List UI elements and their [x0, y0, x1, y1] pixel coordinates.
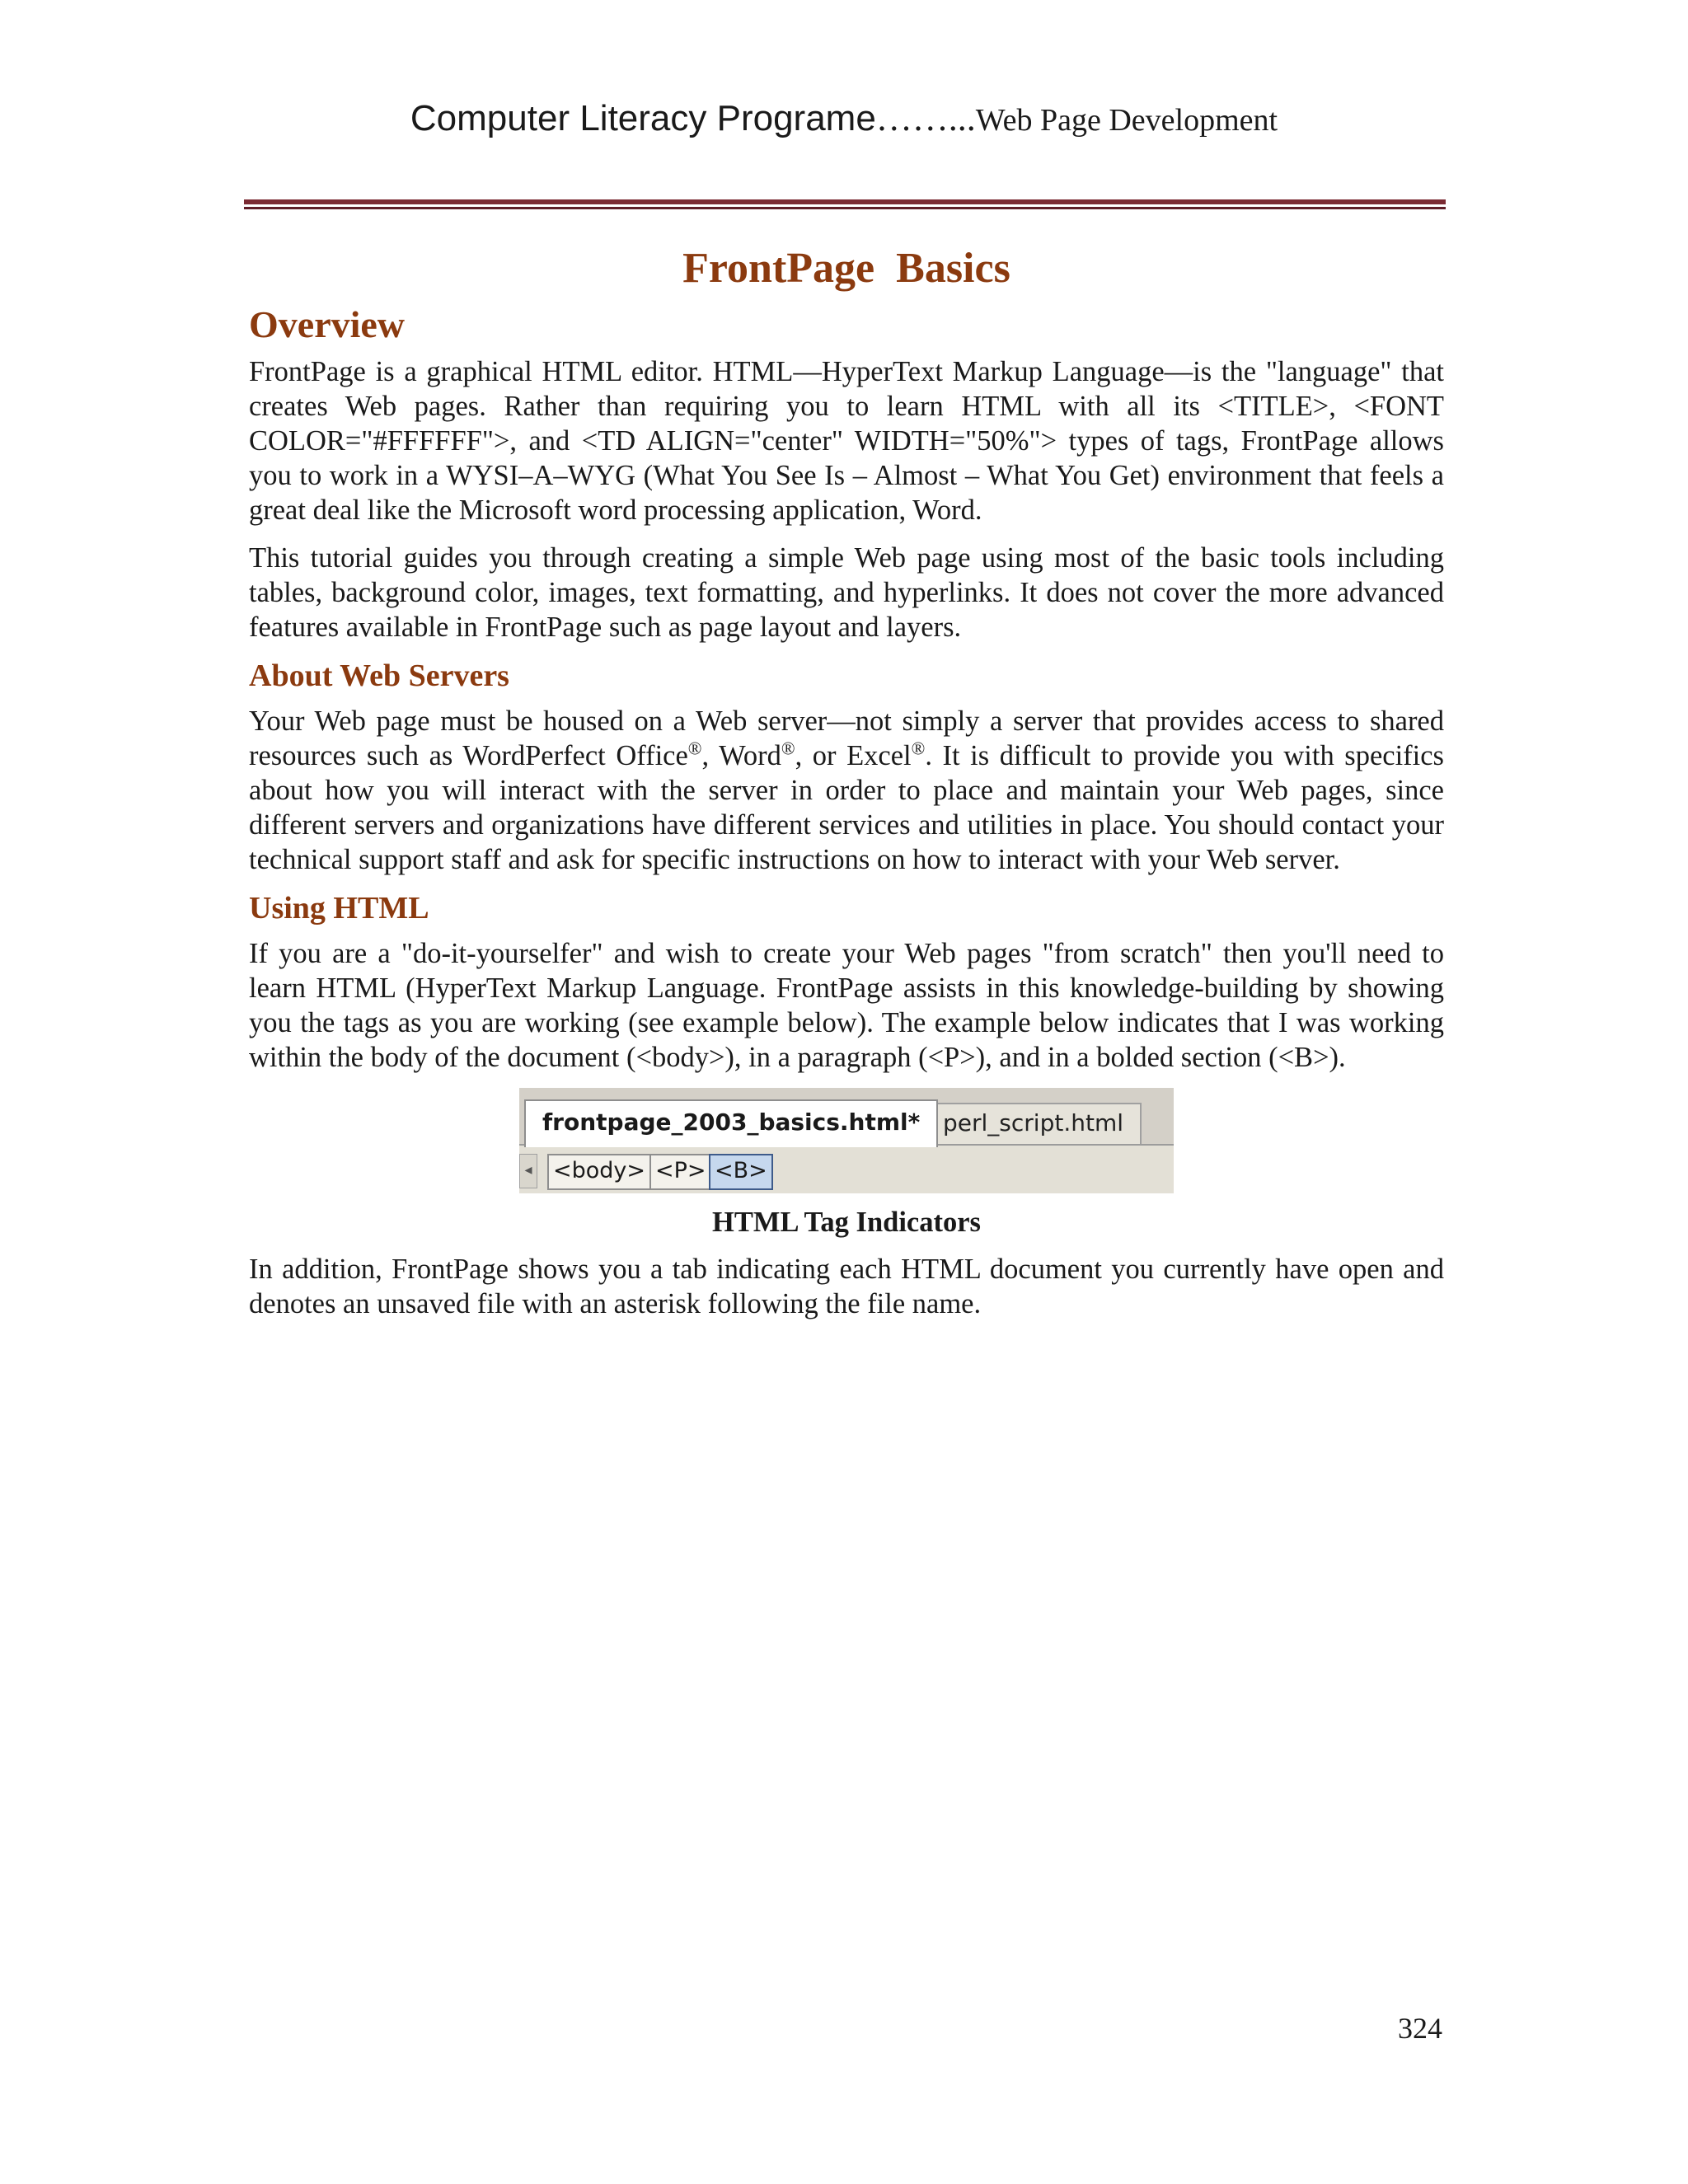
registered-mark: ® — [781, 738, 795, 759]
quick-tag-selector-bar — [519, 1146, 1174, 1193]
web-servers-text-excel: , or Excel — [795, 740, 912, 771]
page-title: FrontPage Basics — [682, 245, 1010, 292]
web-servers-text-word: , Word — [701, 740, 781, 771]
tag-b-button[interactable]: <B> — [709, 1154, 773, 1190]
running-header — [0, 97, 1688, 139]
tag-p-button[interactable]: <P> — [649, 1154, 712, 1190]
web-servers-heading: About Web Servers — [249, 658, 509, 693]
header-course-title: Computer Literacy Programe — [410, 98, 876, 138]
header-rule-thin — [244, 207, 1446, 209]
using-html-paragraph: If you are a "do-it-yourselfer" and wish to create your Web pages "from scratch" then you'll need to learn HTML (HyperText Markup Language. FrontPage assists in this knowledge-building by showing you the tags as you are working (see example below). The example below indicates that I was working within the body of the document (<body>), in a paragraph (<P>), and in a bolded section (<B>). — [249, 938, 1444, 1073]
header-rule-thick — [244, 199, 1446, 204]
using-html-heading: Using HTML — [249, 891, 429, 926]
scroll-left-icon[interactable]: ◂ — [519, 1154, 537, 1188]
tab-perl-script[interactable]: perl_script.html — [925, 1103, 1142, 1144]
header-chapter-title: Web Page Development — [975, 103, 1278, 138]
html-tag-indicator-screenshot — [519, 1088, 1174, 1193]
tab-frontpage-basics[interactable]: frontpage_2003_basics.html* — [524, 1099, 938, 1147]
document-tab-strip — [519, 1088, 1174, 1146]
web-servers-paragraph — [249, 704, 1444, 877]
header-ellipsis: ……... — [875, 98, 976, 138]
page-number: 324 — [1398, 2012, 1442, 2045]
registered-mark: ® — [687, 738, 702, 759]
registered-mark: ® — [911, 738, 926, 759]
figure-caption: HTML Tag Indicators — [712, 1207, 981, 1238]
overview-heading: Overview — [249, 303, 406, 345]
tag-body-button[interactable]: <body> — [547, 1154, 651, 1190]
overview-paragraph-2: This tutorial guides you through creating a simple Web page using most of the basic tools including tables, background color, images, text formatting, and hyperlinks. It does not cover the more advanced features available in FrontPage such as page layout and layers. — [249, 542, 1444, 643]
overview-paragraph-1: FrontPage is a graphical HTML editor. HTML—HyperText Markup Language—is the "language" that creates Web pages. Rather than requiring you to learn HTML with all its <TITLE>, <FONT COLOR="#FFFFFF">, and <TD ALIGN="center" WIDTH="50%"> types of tags, FrontPage allows you to work in a WYSI–A–WYG (What You See Is – Almost – What You Get) environment that feels a great deal like the Microsoft word processing application, Word. — [249, 356, 1444, 526]
web-servers-text-start: Your Web page must be housed on a Web server—not simply a server that provides access to shared resources such as WordPerfect Office — [249, 705, 1444, 771]
page-content — [249, 244, 1444, 1334]
web-servers-text-end: . It is difficult to provide you with specifics about how you will interact with the server in order to place and maintain your Web pages, since different servers and organizations have different services and utilities in place. You should contact your technical support staff and ask for specific instructions on how to interact with your Web server. — [249, 740, 1444, 875]
using-html-paragraph-2: In addition, FrontPage shows you a tab indicating each HTML document you currently have open and denotes an unsaved file with an asterisk following the file name. — [249, 1254, 1444, 1319]
